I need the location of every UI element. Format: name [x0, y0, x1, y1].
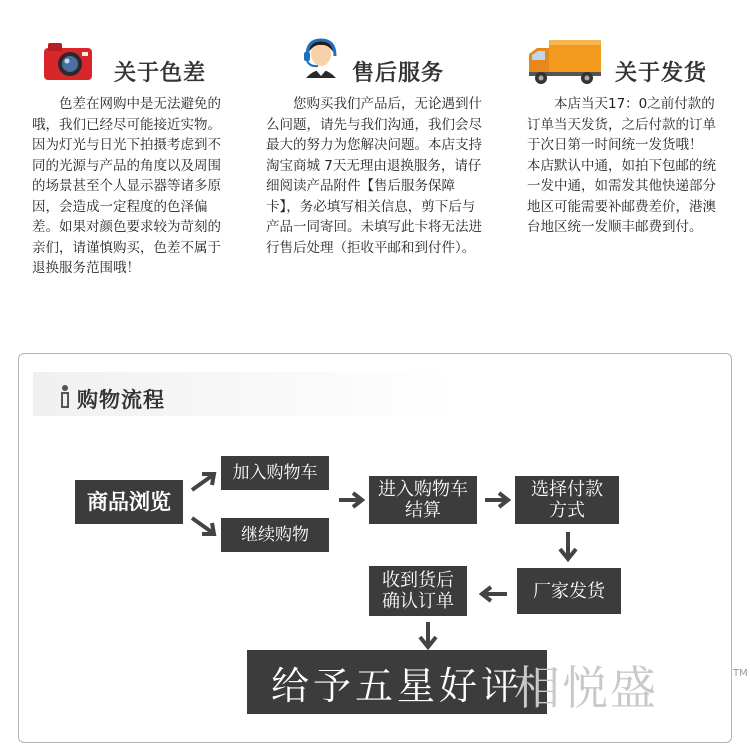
after-sales-title: 售后服务 [352, 61, 445, 86]
step-payment-line2: 方式 [549, 500, 585, 521]
step-continue-label: 继续购物 [241, 524, 309, 545]
shipping-paragraph: 本店默认中通，如拍下包邮的统一发中通，如需发其他快递部分地区可能需要补邮费差价，港澳台地区统一发顺丰邮费到付。 [527, 157, 716, 235]
step-confirm-order [369, 566, 467, 616]
step-confirm-line1: 收到货后 [382, 570, 454, 591]
trademark-mark: TM [733, 668, 748, 679]
step-browse-products [75, 480, 183, 524]
after-sales-section [266, 34, 488, 258]
step-add-to-cart-label: 加入购物车 [232, 462, 318, 483]
info-icon [59, 384, 71, 408]
step-review-label: 给予五星好评 [270, 663, 523, 708]
step-browse-label: 商品浏览 [87, 489, 171, 514]
step-manufacturer-ships [517, 568, 621, 614]
delivery-truck-icon [527, 38, 603, 90]
arrow-right-icon [337, 490, 365, 510]
color-difference-text [32, 94, 232, 279]
camera-icon [42, 40, 94, 86]
arrow-left-icon [479, 584, 509, 604]
arrow-down-icon [417, 620, 439, 650]
arrow-down-right-icon [189, 514, 219, 538]
step-checkout-line1: 进入购物车 [378, 479, 468, 500]
arrow-right-icon [483, 490, 511, 510]
color-difference-section [32, 34, 232, 279]
step-ships-label: 厂家发货 [533, 580, 605, 602]
shopping-process-title: 购物流程 [77, 388, 165, 412]
brand-watermark: 相悦盛 [514, 661, 658, 715]
step-add-to-cart [221, 456, 329, 490]
color-difference-title: 关于色差 [114, 61, 207, 86]
step-confirm-line2: 确认订单 [382, 591, 454, 612]
shipping-text [527, 94, 727, 238]
shipping-section [527, 34, 727, 238]
headset-service-icon [298, 34, 344, 86]
color-difference-header [32, 34, 232, 94]
step-checkout-line2: 结算 [405, 500, 441, 521]
step-five-star-review [247, 650, 547, 714]
step-payment-line1: 选择付款 [531, 479, 603, 500]
arrow-up-right-icon [189, 470, 219, 494]
step-checkout [369, 476, 477, 524]
shipping-header [527, 34, 727, 94]
after-sales-header [266, 34, 488, 94]
after-sales-text [266, 94, 488, 258]
shipping-title: 关于发货 [615, 61, 708, 86]
step-choose-payment [515, 476, 619, 524]
color-difference-paragraph: 色差在网购中是无法避免的哦，我们已经尽可能接近实物。因为灯光与日光下拍摄考虑到不同的光源与产品的角度以及周围的场景甚至个人显示器等诸多原因，会造成一定程度的色泽偏差。如果对颜色要求较为苛刻的亲们，请谨慎购买，色差不属于退换服务范围哦！ [32, 96, 221, 276]
step-continue-shopping [221, 518, 329, 552]
after-sales-paragraph: 您购买我们产品后，无论遇到什么问题，请先与我们沟通，我们会尽最大的努力为您解决问题。本店支持淘宝商城 7天无理由退换服务，请仔细阅读产品附件【售后服务保障卡】，务必填写相关信息，剪下后与产品一同寄回。未填写此卡将无法进行售后处理（拒收平邮和到付件）。 [266, 96, 482, 256]
arrow-down-icon [557, 530, 579, 562]
shipping-paragraph: 本店当天17：0之前付款的订单当天发货，之后付款的订单于次日第一时间统一发货哦！ [527, 96, 716, 153]
